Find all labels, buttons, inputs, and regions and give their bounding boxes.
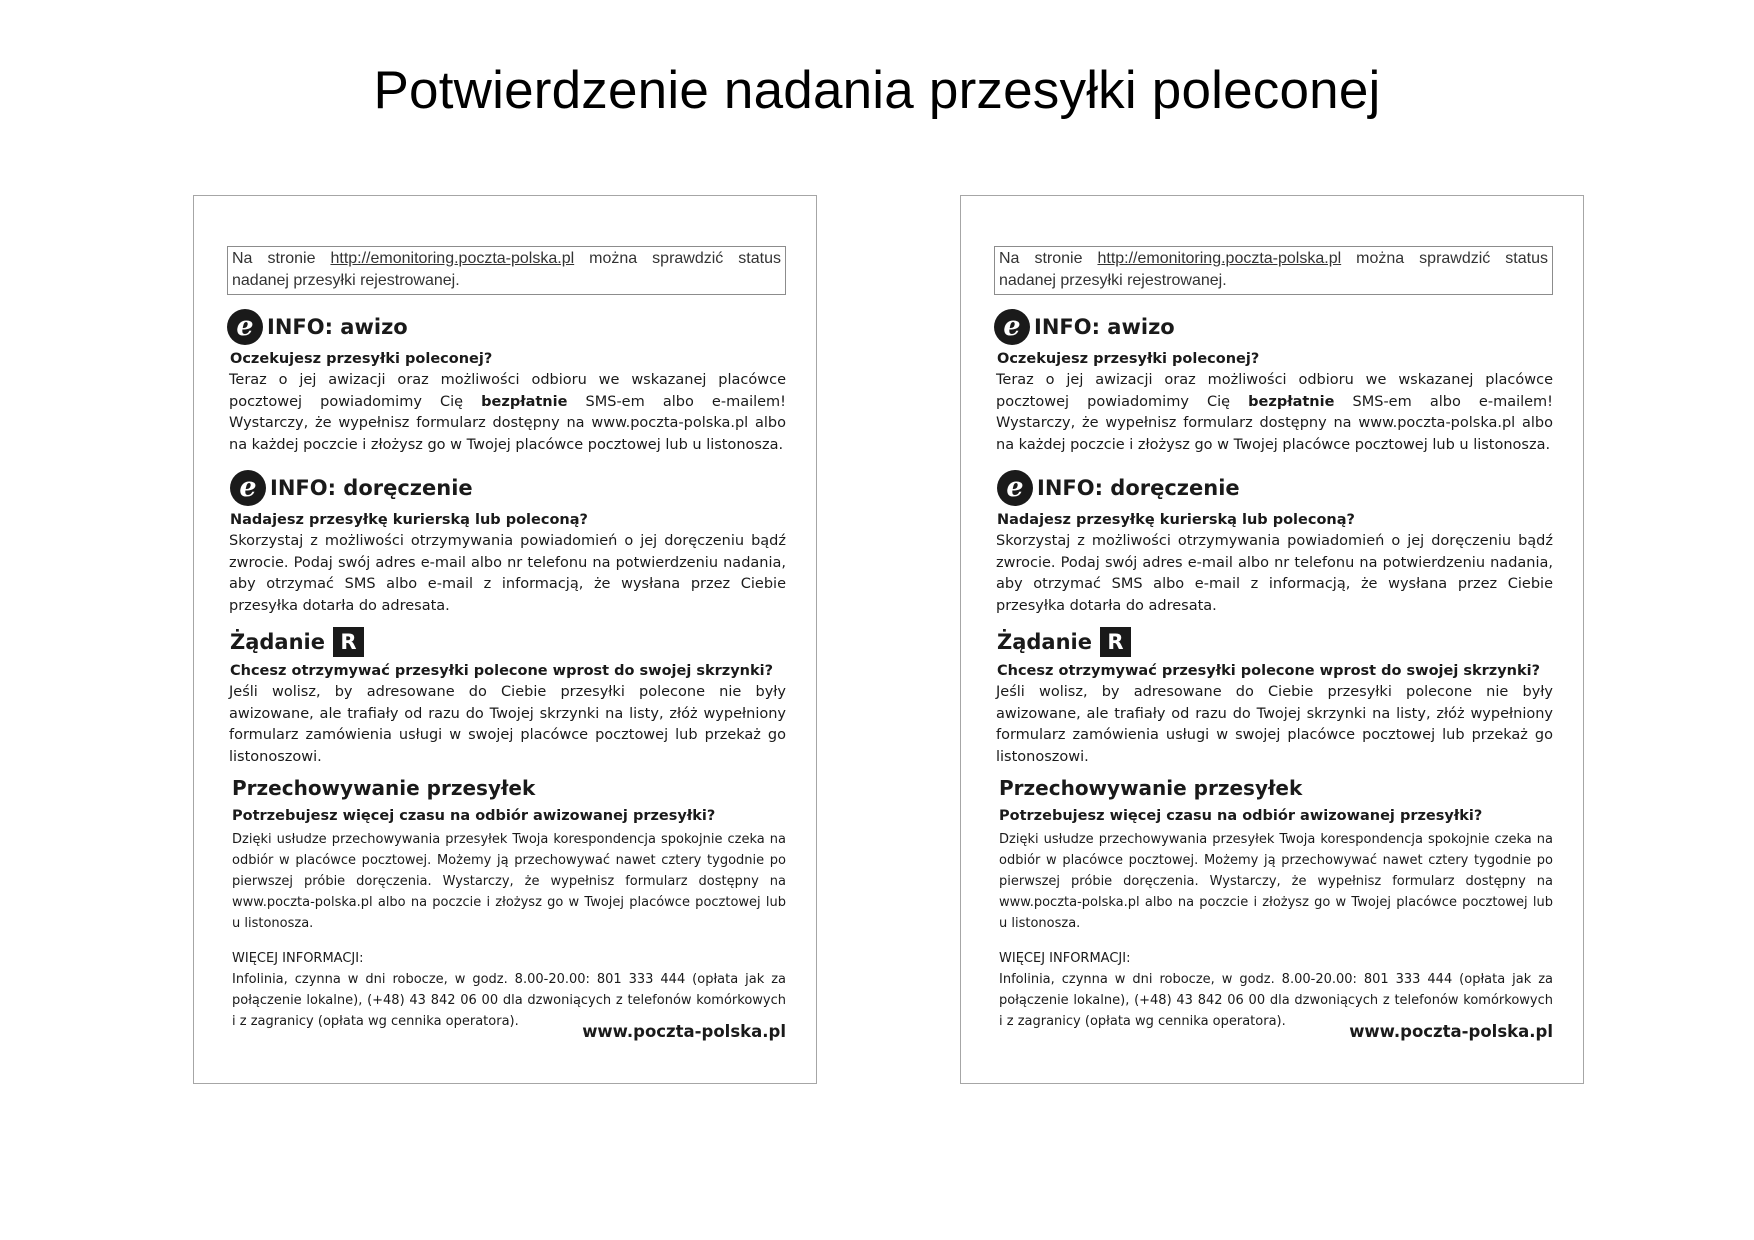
tracking-link[interactable]: http://emonitoring.poczta-polska.pl (330, 250, 575, 267)
section-zadanie-heading (997, 627, 1553, 657)
tracking-info-suffix: można sprawdzić status nadanej przesyłki rejestrowanej. (999, 250, 1548, 289)
section-awizo-heading (994, 309, 1553, 345)
footer-website: www.poczta-polska.pl (1349, 1022, 1553, 1041)
tracking-info-prefix: Na stronie (999, 250, 1098, 267)
more-info-text: Infolinia, czynna w dni robocze, w godz. 8.00-20.00: 801 333 444 (opłata jak za połączenie lokalne), (+48) 43 842 06 00 dla dzwoniących z telefonów komórkowych i z zagranicy (opłata wg cennika operatora). (999, 972, 1553, 1029)
section-awizo-text: Teraz o jej awizacji oraz możliwości odbioru we wskazanej placówce pocztowej powiadomimy Cię bezpłatnie SMS-em albo e-mailem! Wystarczy, że wypełnisz formularz dostępny na www.poczta-polska.pl albo na każdej poczcie i złożysz go w Twojej placówce pocztowej lub u listonosza. (996, 372, 1553, 453)
section-awizo-title: INFO: awizo (1034, 315, 1175, 339)
section-awizo-question: Oczekujesz przesyłki poleconej? (997, 351, 1260, 367)
section-doreczenie-question: Nadajesz przesyłkę kurierską lub poleconą? (230, 512, 588, 528)
e-info-icon: e (997, 470, 1033, 506)
tracking-info-box (994, 246, 1553, 295)
section-zadanie-text: Jeśli wolisz, by adresowane do Ciebie przesyłki polecone nie były awizowane, ale trafiały od razu do Twojej skrzynki na listy, złóż wypełniony formularz zamówienia usługi w swojej placówce pocztowej lub przekaż go listonoszowi. (996, 684, 1553, 765)
panel-content (227, 246, 786, 1041)
section-storage-question: Potrzebujesz więcej czasu na odbiór awizowanej przesyłki? (232, 808, 716, 824)
e-info-icon: e (230, 470, 266, 506)
r-badge-icon: R (1100, 627, 1131, 657)
section-storage-text: Dzięki usłudze przechowywania przesyłek Twoja korespondencja spokojnie czeka na odbiór w placówce pocztowej. Możemy ją przechowywać nawet cztery tygodnie po pierwszej próbie doręczenia. Wystarczy, że wypełnisz formularz dostępny na www.poczta-polska.pl albo na poczcie i złożysz go w Twojej placówce pocztowej lub u listonosza. (232, 832, 786, 931)
more-info-text: Infolinia, czynna w dni robocze, w godz. 8.00-20.00: 801 333 444 (opłata jak za połączenie lokalne), (+48) 43 842 06 00 dla dzwoniących z telefonów komórkowych i z zagranicy (opłata wg cennika operatora). (232, 972, 786, 1029)
section-doreczenie-heading (997, 470, 1553, 506)
tracking-info-box (227, 246, 786, 295)
free-emphasis: bezpłatnie (481, 393, 568, 410)
e-info-icon: e (994, 309, 1030, 345)
section-doreczenie-title: INFO: doręczenie (1037, 476, 1240, 500)
section-doreczenie-question: Nadajesz przesyłkę kurierską lub poleconą? (997, 512, 1355, 528)
e-info-icon: e (227, 309, 263, 345)
confirmation-panel-left (193, 195, 817, 1084)
section-awizo-title: INFO: awizo (267, 315, 408, 339)
section-zadanie-question: Chcesz otrzymywać przesyłki polecone wprost do swojej skrzynki? (997, 663, 1541, 679)
section-storage-question: Potrzebujesz więcej czasu na odbiór awizowanej przesyłki? (999, 808, 1483, 824)
section-zadanie-heading (230, 627, 786, 657)
section-zadanie-text: Jeśli wolisz, by adresowane do Ciebie przesyłki polecone nie były awizowane, ale trafiały od razu do Twojej skrzynki na listy, złóż wypełniony formularz zamówienia usługi w swojej placówce pocztowej lub przekaż go listonoszowi. (229, 684, 786, 765)
more-info-label: WIĘCEJ INFORMACJI: (999, 951, 1131, 966)
page-title: Potwierdzenie nadania przesyłki poleconej (373, 61, 1381, 120)
section-storage-text: Dzięki usłudze przechowywania przesyłek Twoja korespondencja spokojnie czeka na odbiór w placówce pocztowej. Możemy ją przechowywać nawet cztery tygodnie po pierwszej próbie doręczenia. Wystarczy, że wypełnisz formularz dostępny na www.poczta-polska.pl albo na poczcie i złożysz go w Twojej placówce pocztowej lub u listonosza. (999, 832, 1553, 931)
footer-website: www.poczta-polska.pl (582, 1022, 786, 1041)
section-zadanie-title: Żądanie (230, 630, 325, 654)
free-emphasis: bezpłatnie (1248, 393, 1335, 410)
section-awizo-question: Oczekujesz przesyłki poleconej? (230, 351, 493, 367)
section-storage-title: Przechowywanie przesyłek (232, 776, 536, 800)
section-awizo-heading (227, 309, 786, 345)
tracking-link[interactable]: http://emonitoring.poczta-polska.pl (1097, 250, 1342, 267)
section-awizo-text: Teraz o jej awizacji oraz możliwości odbioru we wskazanej placówce pocztowej powiadomimy Cię bezpłatnie SMS-em albo e-mailem! Wystarczy, że wypełnisz formularz dostępny na www.poczta-polska.pl albo na każdej poczcie i złożysz go w Twojej placówce pocztowej lub u listonosza. (229, 372, 786, 453)
tracking-info-prefix: Na stronie (232, 250, 331, 267)
r-badge-icon: R (333, 627, 364, 657)
section-doreczenie-text: Skorzystaj z możliwości otrzymywania powiadomień o jej doręczeniu bądź zwrocie. Podaj swój adres e-mail albo nr telefonu na potwierdzeniu nadania, aby otrzymać SMS albo e-mail z informacją, że wysłana przez Ciebie przesyłka dotarła do adresata. (229, 533, 786, 614)
section-doreczenie-text: Skorzystaj z możliwości otrzymywania powiadomień o jej doręczeniu bądź zwrocie. Podaj swój adres e-mail albo nr telefonu na potwierdzeniu nadania, aby otrzymać SMS albo e-mail z informacją, że wysłana przez Ciebie przesyłka dotarła do adresata. (996, 533, 1553, 614)
section-storage-title: Przechowywanie przesyłek (999, 776, 1303, 800)
section-doreczenie-title: INFO: doręczenie (270, 476, 473, 500)
tracking-info-suffix: można sprawdzić status nadanej przesyłki rejestrowanej. (232, 250, 781, 289)
section-zadanie-question: Chcesz otrzymywać przesyłki polecone wprost do swojej skrzynki? (230, 663, 774, 679)
more-info-label: WIĘCEJ INFORMACJI: (232, 951, 364, 966)
section-zadanie-title: Żądanie (997, 630, 1092, 654)
panel-content (994, 246, 1553, 1041)
confirmation-panel-right (960, 195, 1584, 1084)
section-doreczenie-heading (230, 470, 786, 506)
